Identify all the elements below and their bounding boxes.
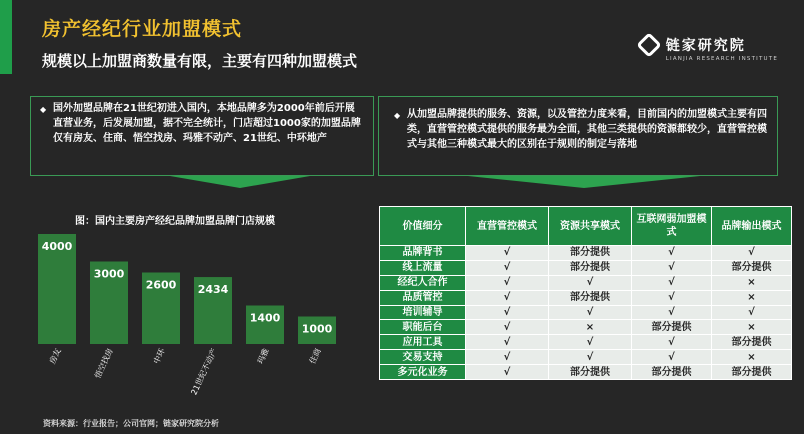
table-row [380, 335, 792, 350]
bullet-icon: ◆ [40, 105, 47, 114]
category-label: 玛雅 [255, 347, 271, 366]
table-row [380, 350, 792, 365]
bar-value-label: 2600 [145, 278, 177, 292]
table-cell: √ [632, 290, 712, 305]
table-cell: √ [466, 246, 549, 261]
table-row [380, 305, 792, 320]
table-cell: √ [632, 305, 712, 320]
right-summary-box [378, 96, 778, 176]
table-cell: × [549, 320, 632, 335]
brand-name: 链家研究院 [665, 38, 746, 54]
table-cell: √ [466, 335, 549, 350]
table-cell: √ [632, 275, 712, 290]
right-summary-text: 从加盟品牌提供的服务、资源，以及管控力度来看，目前国内的加盟模式主要有四类，直营管控模式提供的服务最为全面，其他三类提供的资源都较少，直营管控模式与其他三种模式最大的区别在于规则的制定与落地 [407, 109, 767, 150]
column-header: 互联网弱加盟模式 [632, 207, 712, 246]
table-cell: √ [466, 305, 549, 320]
table-cell: √ [632, 246, 712, 261]
column-header: 资源共享模式 [549, 207, 632, 246]
bullet-icon: ◆ [394, 111, 401, 120]
down-arrow-icon [170, 176, 310, 188]
table-cell: × [712, 350, 792, 365]
table-row [380, 320, 792, 335]
table-cell: 部分提供 [549, 260, 632, 275]
table-cell: × [712, 290, 792, 305]
column-header: 价值细分 [380, 207, 466, 246]
column-header: 直营管控模式 [466, 207, 549, 246]
row-label: 职能后台 [380, 320, 466, 335]
store-count-bar-chart [30, 226, 370, 416]
table-body [380, 246, 792, 380]
row-label: 线上流量 [380, 260, 466, 275]
table-cell: 部分提供 [712, 365, 792, 380]
table-cell: √ [549, 335, 632, 350]
table-cell: 部分提供 [549, 246, 632, 261]
column-header: 品牌输出模式 [712, 207, 792, 246]
left-summary-text: 国外加盟品牌在21世纪初进入国内，本地品牌多为2000年前后开展直营业务，后发展加盟，据不完全统计，门店超过1000家的加盟品牌仅有房友、住商、悟空找房、玛雅不动产、21世纪、中环地产 [53, 103, 361, 144]
table-header-row [380, 207, 792, 246]
bar-value-label: 3000 [93, 267, 125, 281]
table-cell: √ [466, 365, 549, 380]
table-cell: √ [466, 320, 549, 335]
table-cell: √ [466, 275, 549, 290]
row-label: 品牌背书 [380, 246, 466, 261]
bar-value-label: 2434 [197, 283, 229, 297]
table-cell: 部分提供 [632, 320, 712, 335]
table-row [380, 246, 792, 261]
page-title: 房产经纪行业加盟模式 [42, 18, 243, 40]
table-cell: √ [712, 246, 792, 261]
category-label: 悟空找房 [93, 347, 115, 380]
table-cell: 部分提供 [549, 365, 632, 380]
lianjia-logo-icon [636, 32, 661, 57]
table-cell: × [712, 275, 792, 290]
table-cell: √ [466, 350, 549, 365]
bar-value-label: 1400 [249, 311, 281, 325]
brand-subtitle: LIANJIA RESEARCH INSTITUTE [665, 56, 778, 62]
table-row [380, 365, 792, 380]
table-row [380, 275, 792, 290]
table-cell: √ [466, 290, 549, 305]
table-cell: 部分提供 [712, 260, 792, 275]
table-cell: √ [549, 305, 632, 320]
table-cell: 部分提供 [632, 365, 712, 380]
left-summary-box [30, 96, 374, 176]
table-cell: √ [549, 275, 632, 290]
brand [666, 35, 778, 62]
category-label: 中环 [151, 347, 167, 366]
table-row [380, 290, 792, 305]
bar-value-label: 4000 [41, 240, 73, 253]
row-label: 品质管控 [380, 290, 466, 305]
accent-bar [0, 0, 12, 74]
bar-value-label: 1000 [301, 322, 333, 336]
table-cell: √ [632, 350, 712, 365]
franchise-model-table [379, 206, 792, 380]
chart-title: 图：国内主要房产经纪品牌加盟品牌门店规模 [75, 216, 275, 227]
down-arrow-icon [468, 176, 700, 188]
table-cell: √ [549, 350, 632, 365]
table-cell: √ [632, 260, 712, 275]
table-cell: √ [466, 260, 549, 275]
table-cell: √ [712, 305, 792, 320]
table-row [380, 260, 792, 275]
row-label: 多元化业务 [380, 365, 466, 380]
table-cell: 部分提供 [712, 335, 792, 350]
table-cell: 部分提供 [549, 290, 632, 305]
table-cell: √ [632, 335, 712, 350]
category-label: 房友 [47, 347, 63, 366]
category-label: 住商 [307, 347, 323, 366]
row-label: 应用工具 [380, 335, 466, 350]
row-label: 培训辅导 [380, 305, 466, 320]
source-note: 资料来源：行业报告；公司官网；链家研究院分析 [43, 419, 219, 428]
category-label: 21世纪不动产 [189, 347, 219, 397]
table-cell: × [712, 320, 792, 335]
page-subtitle: 规模以上加盟商数量有限，主要有四种加盟模式 [42, 52, 358, 70]
row-label: 交易支持 [380, 350, 466, 365]
row-label: 经纪人合作 [380, 275, 466, 290]
